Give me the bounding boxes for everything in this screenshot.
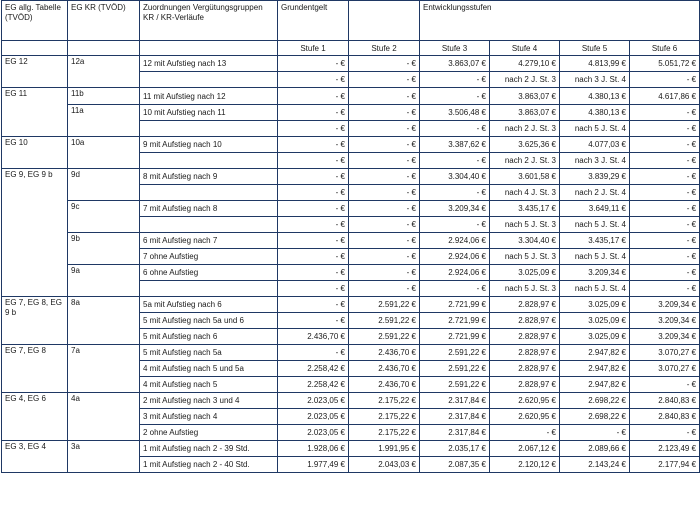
- table-row: [2, 233, 700, 249]
- stufe-6-value: - €: [630, 121, 700, 137]
- stufe-5-value: 3.435,17 €: [560, 233, 630, 249]
- stufe-4-value: 2.828,97 €: [490, 377, 560, 393]
- eg-kr-cell: 11a: [68, 105, 140, 137]
- stufe-2-value: - €: [349, 169, 420, 185]
- stufe-2-value: 2.436,70 €: [349, 345, 420, 361]
- stufe-3-value: 2.035,17 €: [420, 441, 490, 457]
- stufe-2-value: - €: [349, 233, 420, 249]
- header-blank: [349, 1, 420, 41]
- stufe-2-value: 2.436,70 €: [349, 377, 420, 393]
- stufe-5-value: 3.649,11 €: [560, 201, 630, 217]
- stufe-3-value: 2.924,06 €: [420, 265, 490, 281]
- table-row: [2, 201, 700, 217]
- stufe-5-value: 2.947,82 €: [560, 361, 630, 377]
- stufe-4-value: nach 2 J. St. 3: [490, 153, 560, 169]
- stufe-2-value: 2.591,22 €: [349, 313, 420, 329]
- stufe-3-value: 2.924,06 €: [420, 249, 490, 265]
- zuordnung-cell: [140, 281, 278, 297]
- stufe-4-value: 3.601,58 €: [490, 169, 560, 185]
- stufe-4-value: 3.304,40 €: [490, 233, 560, 249]
- header-empty-cell: [2, 41, 68, 56]
- eg-kr-cell: 9b: [68, 233, 140, 265]
- stufe-2-value: 2.591,22 €: [349, 297, 420, 313]
- table-row: [2, 88, 700, 105]
- stufe-1-value: - €: [278, 72, 349, 88]
- header-empty-cell: [68, 41, 140, 56]
- header-row-1: [2, 1, 700, 41]
- eg-kr-cell: 8a: [68, 297, 140, 345]
- stufe-1-value: - €: [278, 233, 349, 249]
- stufe-5-value: 2.698,22 €: [560, 393, 630, 409]
- zuordnung-cell: [140, 185, 278, 201]
- eg-kr-cell: 10a: [68, 137, 140, 169]
- stufe-4-value: 3.863,07 €: [490, 88, 560, 105]
- stufe-6-value: - €: [630, 233, 700, 249]
- stufe-3-value: 2.317,84 €: [420, 409, 490, 425]
- stufe-4-value: 2.828,97 €: [490, 313, 560, 329]
- table-body: [2, 56, 700, 473]
- stufe-6-value: 2.177,94 €: [630, 457, 700, 473]
- zuordnung-cell: 5 mit Aufstieg nach 5a: [140, 345, 278, 361]
- eg-kr-cell: 4a: [68, 393, 140, 441]
- stufe-3-value: 3.387,62 €: [420, 137, 490, 153]
- stufe-4-value: 3.435,17 €: [490, 201, 560, 217]
- stufe-6-value: - €: [630, 137, 700, 153]
- stufe-6-value: 2.840,83 €: [630, 393, 700, 409]
- stufe-1-value: 2.436,70 €: [278, 329, 349, 345]
- header-row-2: [2, 41, 700, 56]
- stufe-6-value: 3.070,27 €: [630, 345, 700, 361]
- stufe-2-value: 2.436,70 €: [349, 361, 420, 377]
- stufe-1-value: 2.258,42 €: [278, 361, 349, 377]
- stufe-4-value: 4.279,10 €: [490, 56, 560, 72]
- table-row: [2, 297, 700, 313]
- stufe-1-value: 2.023,05 €: [278, 425, 349, 441]
- stufe-3-value: 2.317,84 €: [420, 393, 490, 409]
- stufe-1-value: - €: [278, 249, 349, 265]
- zuordnung-cell: 2 mit Aufstieg nach 3 und 4: [140, 393, 278, 409]
- stufe-5-value: - €: [560, 425, 630, 441]
- header-empty-cell: [140, 41, 278, 56]
- stufe-3-value: 2.721,99 €: [420, 297, 490, 313]
- zuordnung-cell: 6 mit Aufstieg nach 7: [140, 233, 278, 249]
- stufe-1-value: 2.023,05 €: [278, 393, 349, 409]
- zuordnung-cell: 4 mit Aufstieg nach 5 und 5a: [140, 361, 278, 377]
- stufe-3-value: 3.506,48 €: [420, 105, 490, 121]
- stufe-1-value: - €: [278, 185, 349, 201]
- stufe-4-value: 2.620,95 €: [490, 409, 560, 425]
- eg-allg-cell: EG 10: [2, 137, 68, 169]
- header-entwicklungsstufen: Entwicklungsstufen: [420, 1, 700, 41]
- stufe-5-value: 3.209,34 €: [560, 265, 630, 281]
- stufe-3-value: 2.591,22 €: [420, 361, 490, 377]
- stufe-6-value: 2.840,83 €: [630, 409, 700, 425]
- stufe-5-value: nach 5 J. St. 4: [560, 281, 630, 297]
- stufe-2-value: 2.043,03 €: [349, 457, 420, 473]
- stufe-4-value: 3.863,07 €: [490, 105, 560, 121]
- header-stufe-1: Stufe 1: [278, 41, 349, 56]
- stufe-5-value: 4.380,13 €: [560, 88, 630, 105]
- eg-kr-cell: 7a: [68, 345, 140, 393]
- stufe-2-value: 2.591,22 €: [349, 329, 420, 345]
- header-eg-kr: EG KR (TVÖD): [68, 1, 140, 41]
- header-grundentgelt: Grundentgelt: [278, 1, 349, 41]
- stufe-2-value: 2.175,22 €: [349, 409, 420, 425]
- stufe-1-value: - €: [278, 169, 349, 185]
- stufe-1-value: - €: [278, 105, 349, 121]
- header-stufe-2: Stufe 2: [349, 41, 420, 56]
- stufe-1-value: - €: [278, 217, 349, 233]
- stufe-6-value: 3.209,34 €: [630, 297, 700, 313]
- zuordnung-cell: 3 mit Aufstieg nach 4: [140, 409, 278, 425]
- stufe-2-value: 1.991,95 €: [349, 441, 420, 457]
- stufe-4-value: nach 5 J. St. 3: [490, 249, 560, 265]
- stufe-3-value: - €: [420, 217, 490, 233]
- header-zuordnungen: Zuordnungen Vergütungsgruppen KR / KR-Verläufe: [140, 1, 278, 41]
- stufe-5-value: 3.025,09 €: [560, 329, 630, 345]
- stufe-3-value: - €: [420, 72, 490, 88]
- stufe-6-value: - €: [630, 105, 700, 121]
- zuordnung-cell: 5a mit Aufstieg nach 6: [140, 297, 278, 313]
- stufe-4-value: nach 5 J. St. 3: [490, 217, 560, 233]
- table-row: [2, 393, 700, 409]
- stufe-1-value: - €: [278, 201, 349, 217]
- stufe-3-value: 2.924,06 €: [420, 233, 490, 249]
- stufe-1-value: - €: [278, 153, 349, 169]
- eg-allg-cell: EG 3, EG 4: [2, 441, 68, 473]
- stufe-6-value: - €: [630, 425, 700, 441]
- stufe-3-value: 3.863,07 €: [420, 56, 490, 72]
- stufe-6-value: - €: [630, 153, 700, 169]
- zuordnung-cell: 7 mit Aufstieg nach 8: [140, 201, 278, 217]
- eg-kr-cell: 3a: [68, 441, 140, 473]
- stufe-2-value: - €: [349, 201, 420, 217]
- eg-kr-cell: 9a: [68, 265, 140, 297]
- stufe-6-value: - €: [630, 169, 700, 185]
- zuordnung-cell: 9 mit Aufstieg nach 10: [140, 137, 278, 153]
- stufe-1-value: - €: [278, 281, 349, 297]
- stufe-2-value: - €: [349, 72, 420, 88]
- stufe-5-value: 3.025,09 €: [560, 297, 630, 313]
- stufe-2-value: 2.175,22 €: [349, 425, 420, 441]
- stufe-5-value: 3.025,09 €: [560, 313, 630, 329]
- stufe-3-value: 3.304,40 €: [420, 169, 490, 185]
- header-eg-allg: EG allg. Tabelle (TVÖD): [2, 1, 68, 41]
- stufe-2-value: - €: [349, 249, 420, 265]
- stufe-5-value: 2.947,82 €: [560, 377, 630, 393]
- header-stufe-3: Stufe 3: [420, 41, 490, 56]
- zuordnung-cell: 6 ohne Aufstieg: [140, 265, 278, 281]
- eg-allg-cell: EG 7, EG 8: [2, 345, 68, 393]
- table-row: [2, 56, 700, 72]
- stufe-3-value: 2.591,22 €: [420, 377, 490, 393]
- stufe-5-value: 3.839,29 €: [560, 169, 630, 185]
- header-stufe-5: Stufe 5: [560, 41, 630, 56]
- stufe-2-value: - €: [349, 217, 420, 233]
- stufe-3-value: 3.209,34 €: [420, 201, 490, 217]
- table-row: [2, 265, 700, 281]
- salary-table: [1, 0, 700, 473]
- zuordnung-cell: 12 mit Aufstieg nach 13: [140, 56, 278, 72]
- stufe-6-value: 3.209,34 €: [630, 313, 700, 329]
- zuordnung-cell: [140, 153, 278, 169]
- stufe-5-value: 2.089,66 €: [560, 441, 630, 457]
- stufe-6-value: - €: [630, 377, 700, 393]
- stufe-4-value: 2.120,12 €: [490, 457, 560, 473]
- table-row: [2, 345, 700, 361]
- stufe-2-value: - €: [349, 137, 420, 153]
- table-row: [2, 105, 700, 121]
- stufe-6-value: 3.209,34 €: [630, 329, 700, 345]
- table-row: [2, 137, 700, 153]
- stufe-1-value: 1.928,06 €: [278, 441, 349, 457]
- stufe-6-value: - €: [630, 185, 700, 201]
- stufe-1-value: 2.023,05 €: [278, 409, 349, 425]
- stufe-6-value: - €: [630, 72, 700, 88]
- stufe-4-value: 2.828,97 €: [490, 345, 560, 361]
- stufe-4-value: - €: [490, 425, 560, 441]
- stufe-5-value: 4.813,99 €: [560, 56, 630, 72]
- eg-allg-cell: EG 7, EG 8, EG 9 b: [2, 297, 68, 345]
- zuordnung-cell: 1 mit Aufstieg nach 2 - 39 Std.: [140, 441, 278, 457]
- stufe-4-value: 2.828,97 €: [490, 297, 560, 313]
- stufe-4-value: 3.625,36 €: [490, 137, 560, 153]
- stufe-6-value: 4.617,86 €: [630, 88, 700, 105]
- stufe-2-value: - €: [349, 56, 420, 72]
- stufe-5-value: nach 5 J. St. 4: [560, 249, 630, 265]
- eg-kr-cell: 9c: [68, 201, 140, 233]
- eg-kr-cell: 12a: [68, 56, 140, 88]
- stufe-1-value: - €: [278, 297, 349, 313]
- zuordnung-cell: 1 mit Aufstieg nach 2 - 40 Std.: [140, 457, 278, 473]
- stufe-3-value: - €: [420, 281, 490, 297]
- eg-allg-cell: EG 11: [2, 88, 68, 137]
- stufe-6-value: 5.051,72 €: [630, 56, 700, 72]
- stufe-2-value: - €: [349, 185, 420, 201]
- stufe-2-value: - €: [349, 105, 420, 121]
- eg-kr-cell: 11b: [68, 88, 140, 105]
- stufe-5-value: nach 3 J. St. 4: [560, 153, 630, 169]
- stufe-6-value: - €: [630, 265, 700, 281]
- zuordnung-cell: [140, 72, 278, 88]
- stufe-5-value: nach 2 J. St. 4: [560, 185, 630, 201]
- stufe-4-value: 2.620,95 €: [490, 393, 560, 409]
- stufe-1-value: 1.977,49 €: [278, 457, 349, 473]
- zuordnung-cell: [140, 217, 278, 233]
- stufe-4-value: 2.828,97 €: [490, 329, 560, 345]
- stufe-5-value: 2.143,24 €: [560, 457, 630, 473]
- zuordnung-cell: 11 mit Aufstieg nach 12: [140, 88, 278, 105]
- table-row: [2, 169, 700, 185]
- stufe-5-value: 2.698,22 €: [560, 409, 630, 425]
- zuordnung-cell: 7 ohne Aufstieg: [140, 249, 278, 265]
- header-stufe-6: Stufe 6: [630, 41, 700, 56]
- stufe-1-value: 2.258,42 €: [278, 377, 349, 393]
- zuordnung-cell: 4 mit Aufstieg nach 5: [140, 377, 278, 393]
- stufe-1-value: - €: [278, 313, 349, 329]
- stufe-1-value: - €: [278, 137, 349, 153]
- zuordnung-cell: 2 ohne Aufstieg: [140, 425, 278, 441]
- stufe-4-value: 3.025,09 €: [490, 265, 560, 281]
- stufe-4-value: nach 2 J. St. 3: [490, 72, 560, 88]
- zuordnung-cell: [140, 121, 278, 137]
- stufe-1-value: - €: [278, 345, 349, 361]
- stufe-3-value: - €: [420, 88, 490, 105]
- eg-kr-cell: 9d: [68, 169, 140, 201]
- stufe-2-value: - €: [349, 153, 420, 169]
- stufe-3-value: 2.721,99 €: [420, 313, 490, 329]
- stufe-4-value: nach 2 J. St. 3: [490, 121, 560, 137]
- stufe-1-value: - €: [278, 121, 349, 137]
- stufe-6-value: - €: [630, 201, 700, 217]
- stufe-5-value: 2.947,82 €: [560, 345, 630, 361]
- stufe-6-value: 2.123,49 €: [630, 441, 700, 457]
- stufe-6-value: - €: [630, 249, 700, 265]
- stufe-3-value: - €: [420, 185, 490, 201]
- stufe-5-value: 4.077,03 €: [560, 137, 630, 153]
- stufe-3-value: 2.087,35 €: [420, 457, 490, 473]
- stufe-3-value: - €: [420, 121, 490, 137]
- stufe-5-value: nach 5 J. St. 4: [560, 121, 630, 137]
- stufe-2-value: - €: [349, 121, 420, 137]
- stufe-2-value: - €: [349, 265, 420, 281]
- zuordnung-cell: 8 mit Aufstieg nach 9: [140, 169, 278, 185]
- table-row: [2, 441, 700, 457]
- eg-allg-cell: EG 12: [2, 56, 68, 88]
- stufe-3-value: - €: [420, 153, 490, 169]
- eg-allg-cell: EG 9, EG 9 b: [2, 169, 68, 297]
- stufe-2-value: 2.175,22 €: [349, 393, 420, 409]
- eg-allg-cell: EG 4, EG 6: [2, 393, 68, 441]
- stufe-5-value: nach 5 J. St. 4: [560, 217, 630, 233]
- zuordnung-cell: 5 mit Aufstieg nach 5a und 6: [140, 313, 278, 329]
- stufe-6-value: - €: [630, 281, 700, 297]
- stufe-1-value: - €: [278, 265, 349, 281]
- stufe-6-value: 3.070,27 €: [630, 361, 700, 377]
- stufe-5-value: nach 3 J. St. 4: [560, 72, 630, 88]
- stufe-3-value: 2.591,22 €: [420, 345, 490, 361]
- stufe-1-value: - €: [278, 88, 349, 105]
- stufe-6-value: - €: [630, 217, 700, 233]
- stufe-1-value: - €: [278, 56, 349, 72]
- zuordnung-cell: 5 mit Aufstieg nach 6: [140, 329, 278, 345]
- stufe-2-value: - €: [349, 281, 420, 297]
- stufe-4-value: nach 4 J. St. 3: [490, 185, 560, 201]
- stufe-4-value: 2.067,12 €: [490, 441, 560, 457]
- stufe-3-value: 2.721,99 €: [420, 329, 490, 345]
- stufe-4-value: nach 5 J. St. 3: [490, 281, 560, 297]
- zuordnung-cell: 10 mit Aufstieg nach 11: [140, 105, 278, 121]
- stufe-2-value: - €: [349, 88, 420, 105]
- header-stufe-4: Stufe 4: [490, 41, 560, 56]
- stufe-3-value: 2.317,84 €: [420, 425, 490, 441]
- stufe-4-value: 2.828,97 €: [490, 361, 560, 377]
- stufe-5-value: 4.380,13 €: [560, 105, 630, 121]
